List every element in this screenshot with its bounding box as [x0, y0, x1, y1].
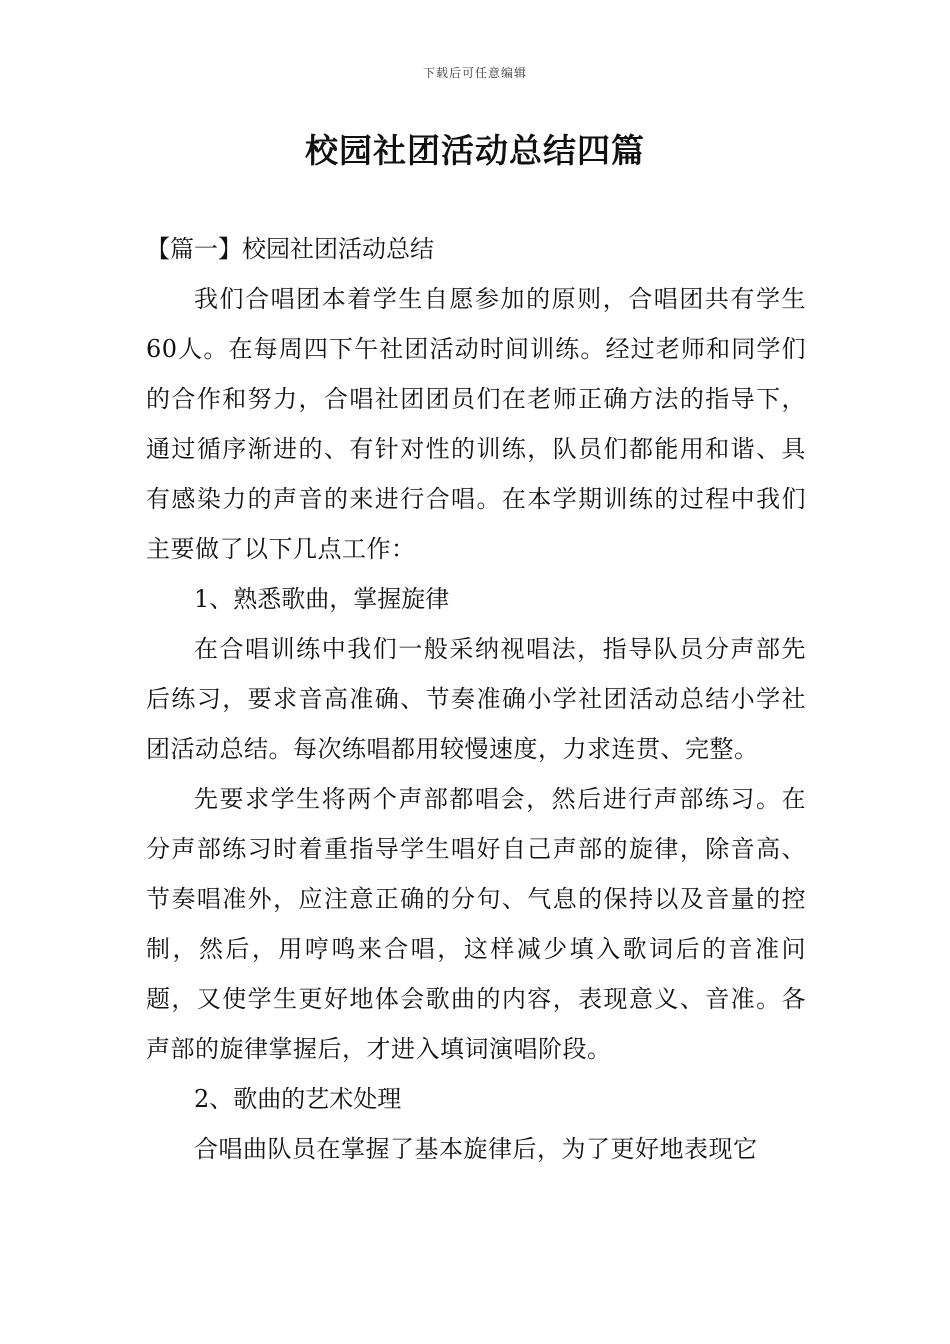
- subheading-1: 1、熟悉歌曲，掌握旋律: [194, 585, 450, 613]
- paragraph-sight-singing: 在合唱训练中我们一般采纳视唱法，指导队员分声部先后练习，要求音高准确、节奏准确小学社团活动总结小学社团活动总结。每次练唱都用较慢速度，力求连贯、完整。: [146, 635, 806, 763]
- document-title: 校园社团活动总结四篇: [305, 131, 645, 170]
- paragraph-intro: 我们合唱团本着学生自愿参加的原则，合唱团共有学生60人。在每周四下午社团活动时间训练。经过老师和同学们的合作和努力，合唱社团团员们在老师正确方法的指导下，通过循序渐进的、有针对性的训练，队员们都能用和谐、具有感染力的声音的来进行合唱。在本学期训练的过程中我们主要做了以下几点工作：: [146, 285, 806, 563]
- section-heading: 【篇一】校园社团活动总结: [146, 235, 434, 263]
- paragraph-artistic-processing: 合唱曲队员在掌握了基本旋律后，为了更好地表现它: [194, 1135, 758, 1163]
- paragraph-part-practice: 先要求学生将两个声部都唱会，然后进行声部练习。在分声部练习时着重指导学生唱好自己声部的旋律，除音高、节奏唱准外，应注意正确的分句、气息的保持以及音量的控制，然后，用哼鸣来合唱，这样减少填入歌词后的音准问题，又使学生更好地体会歌曲的内容，表现意义、音准。各声部的旋律掌握后，才进入填词演唱阶段。: [146, 785, 806, 1063]
- document-body: [146, 224, 806, 1174]
- page-header-note: 下载后可任意编辑: [422, 66, 527, 80]
- subheading-2: 2、歌曲的艺术处理: [194, 1085, 402, 1113]
